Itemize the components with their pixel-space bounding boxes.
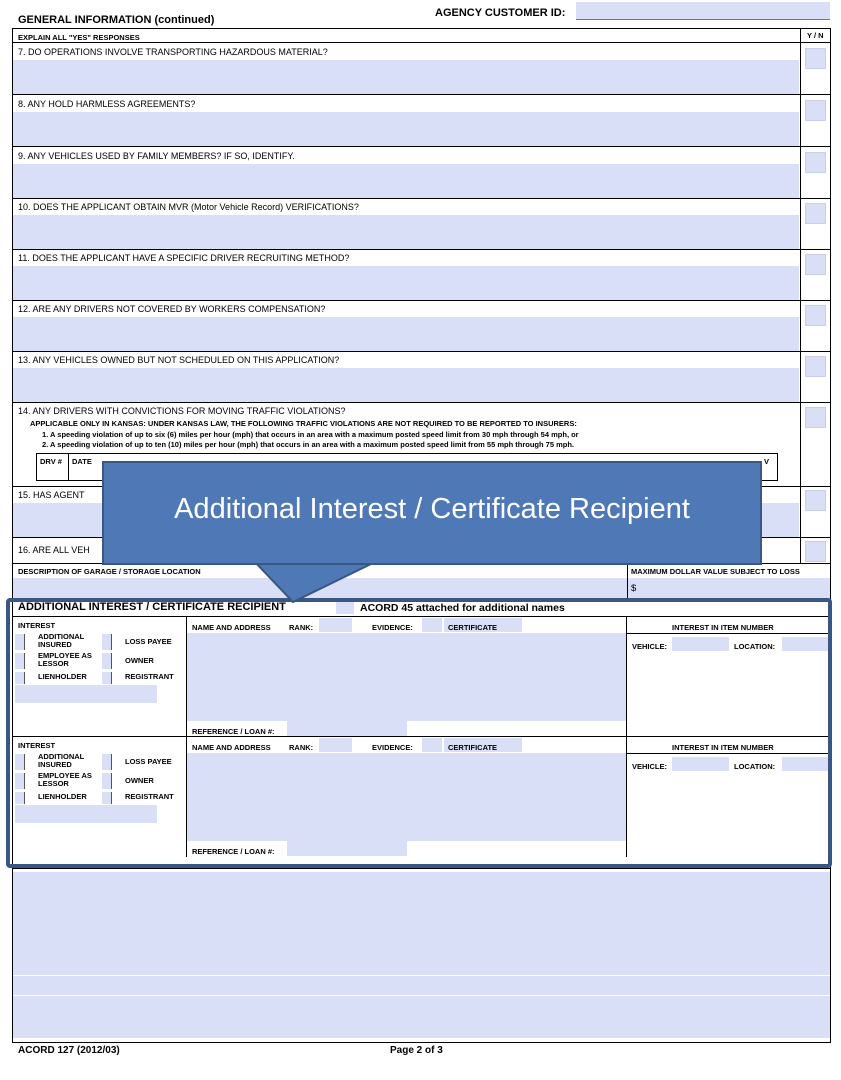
interest-label: INTEREST <box>18 741 56 750</box>
question-8: 8. ANY HOLD HARMLESS AGREEMENTS? <box>18 99 196 109</box>
employee-lessor-label: EMPLOYEE AS LESSOR <box>38 771 92 788</box>
rule <box>12 249 831 250</box>
rank-label: RANK: <box>289 623 314 632</box>
remarks-input[interactable] <box>13 872 830 1038</box>
yn-13[interactable] <box>805 356 826 377</box>
location-label: LOCATION: <box>734 762 776 771</box>
answer-13[interactable] <box>13 368 799 402</box>
max-value-input[interactable] <box>628 578 830 598</box>
lienholder-label: LIENHOLDER <box>38 792 87 801</box>
col-drv: DRV # <box>40 457 62 466</box>
question-10: 10. DOES THE APPLICANT OBTAIN MVR (Motor Vehicle Record) VERIFICATIONS? <box>18 202 359 212</box>
answer-8[interactable] <box>13 112 799 146</box>
answer-10[interactable] <box>13 215 799 249</box>
yn-divider <box>800 28 801 563</box>
col-divider <box>68 453 69 481</box>
kansas-note: APPLICABLE ONLY IN KANSAS: UNDER KANSAS LAW, THE FOLLOWING TRAFFIC VIOLATIONS ARE NOT REQUIRED TO BE REPORTED TO INSURERS: <box>30 419 577 428</box>
additional-insured-label: ADDITIONAL INSURED <box>38 752 85 769</box>
registrant-label: REGISTRANT <box>125 672 174 681</box>
question-15: 15. HAS AGENT <box>18 490 85 500</box>
owner-label: OWNER <box>125 656 154 665</box>
rule <box>12 146 831 147</box>
form-id: ACORD 127 (2012/03) <box>18 1045 120 1056</box>
reference-label: REFERENCE / LOAN #: <box>192 727 275 736</box>
yn-16[interactable] <box>805 541 826 562</box>
evidence-label: EVIDENCE: <box>372 623 413 632</box>
location-label: LOCATION: <box>734 642 776 651</box>
rule <box>13 975 830 976</box>
rule <box>12 94 831 95</box>
answer-12[interactable] <box>13 317 799 351</box>
additional-interest-title: ADDITIONAL INTEREST / CERTIFICATE RECIPIENT <box>18 601 286 613</box>
yn-14[interactable] <box>805 407 826 428</box>
acord45-label: ACORD 45 attached for additional names <box>360 602 565 614</box>
explain-label: EXPLAIN ALL "YES" RESPONSES <box>18 33 140 42</box>
callout-pointer <box>255 562 375 604</box>
yn-12[interactable] <box>805 305 826 326</box>
name-address-label: NAME AND ADDRESS <box>192 623 271 632</box>
callout-banner <box>102 461 762 565</box>
rule <box>12 402 831 403</box>
name-address-label: NAME AND ADDRESS <box>192 743 271 752</box>
col-v: V <box>764 457 770 466</box>
yn-15[interactable] <box>805 490 826 511</box>
yn-9[interactable] <box>805 152 826 173</box>
page-number: Page 2 of 3 <box>390 1045 443 1056</box>
garage-description-label: DESCRIPTION OF GARAGE / STORAGE LOCATION <box>18 567 201 576</box>
section-title: GENERAL INFORMATION (continued) <box>18 14 215 26</box>
certificate-label: CERTIFICATE <box>448 743 498 752</box>
question-11: 11. DOES THE APPLICANT HAVE A SPECIFIC DRIVER RECRUITING METHOD? <box>18 253 350 263</box>
dollar-sign: $ <box>631 583 637 594</box>
registrant-label: REGISTRANT <box>125 792 174 801</box>
question-9: 9. ANY VEHICLES USED BY FAMILY MEMBERS? IF SO, IDENTIFY. <box>18 151 295 161</box>
answer-7[interactable] <box>13 60 799 94</box>
rule <box>12 42 831 43</box>
owner-label: OWNER <box>125 776 154 785</box>
rule <box>12 300 831 301</box>
loss-payee-label: LOSS PAYEE <box>125 757 172 766</box>
answer-9[interactable] <box>13 164 799 198</box>
agency-customer-id-input[interactable] <box>576 2 830 20</box>
agency-customer-id-label: AGENCY CUSTOMER ID: <box>435 7 566 19</box>
employee-lessor-label: EMPLOYEE AS LESSOR <box>38 651 92 668</box>
question-7: 7. DO OPERATIONS INVOLVE TRANSPORTING HAZARDOUS MATERIAL? <box>18 47 328 57</box>
question-12: 12. ARE ANY DRIVERS NOT COVERED BY WORKERS COMPENSATION? <box>18 304 326 314</box>
rule <box>12 351 831 352</box>
vehicle-label: VEHICLE: <box>632 762 668 771</box>
certificate-label: CERTIFICATE <box>448 623 498 632</box>
yn-label: Y / N <box>807 31 824 40</box>
question-13: 13. ANY VEHICLES OWNED BUT NOT SCHEDULED ON THIS APPLICATION? <box>18 355 340 365</box>
evidence-label: EVIDENCE: <box>372 743 413 752</box>
yn-10[interactable] <box>805 203 826 224</box>
yn-8[interactable] <box>805 100 826 121</box>
question-14: 14. ANY DRIVERS WITH CONVICTIONS FOR MOVING TRAFFIC VIOLATIONS? <box>18 406 346 416</box>
rank-label: RANK: <box>289 743 314 752</box>
yn-11[interactable] <box>805 254 826 275</box>
max-value-label: MAXIMUM DOLLAR VALUE SUBJECT TO LOSS <box>631 567 800 576</box>
yn-7[interactable] <box>805 48 826 69</box>
reference-label: REFERENCE / LOAN #: <box>192 847 275 856</box>
answer-11[interactable] <box>13 266 799 300</box>
rule <box>12 198 831 199</box>
highlight-frame <box>6 598 832 868</box>
vehicle-label: VEHICLE: <box>632 642 668 651</box>
rule <box>13 995 830 996</box>
kansas-item-2: 2. A speeding violation of up to ten (10) miles per hour (mph) that occurs in an area with a maximum posted speed limit from 55 mph through 75 mph. <box>42 440 575 449</box>
loss-payee-label: LOSS PAYEE <box>125 637 172 646</box>
rule <box>12 868 831 869</box>
interest-label: INTEREST <box>18 621 56 630</box>
col-date: DATE <box>72 457 92 466</box>
question-16: 16. ARE ALL VEH <box>18 545 90 555</box>
kansas-item-1: 1. A speeding violation of up to six (6) miles per hour (mph) that occurs in an area with a maximum posted speed limit from 30 mph through 54 mph, or <box>42 430 579 439</box>
interest-item-label: INTEREST IN ITEM NUMBER <box>672 743 774 752</box>
lienholder-label: LIENHOLDER <box>38 672 87 681</box>
additional-insured-label: ADDITIONAL INSURED <box>38 632 85 649</box>
interest-item-label: INTEREST IN ITEM NUMBER <box>672 623 774 632</box>
callout-text: Additional Interest / Certificate Recipient <box>174 493 690 525</box>
